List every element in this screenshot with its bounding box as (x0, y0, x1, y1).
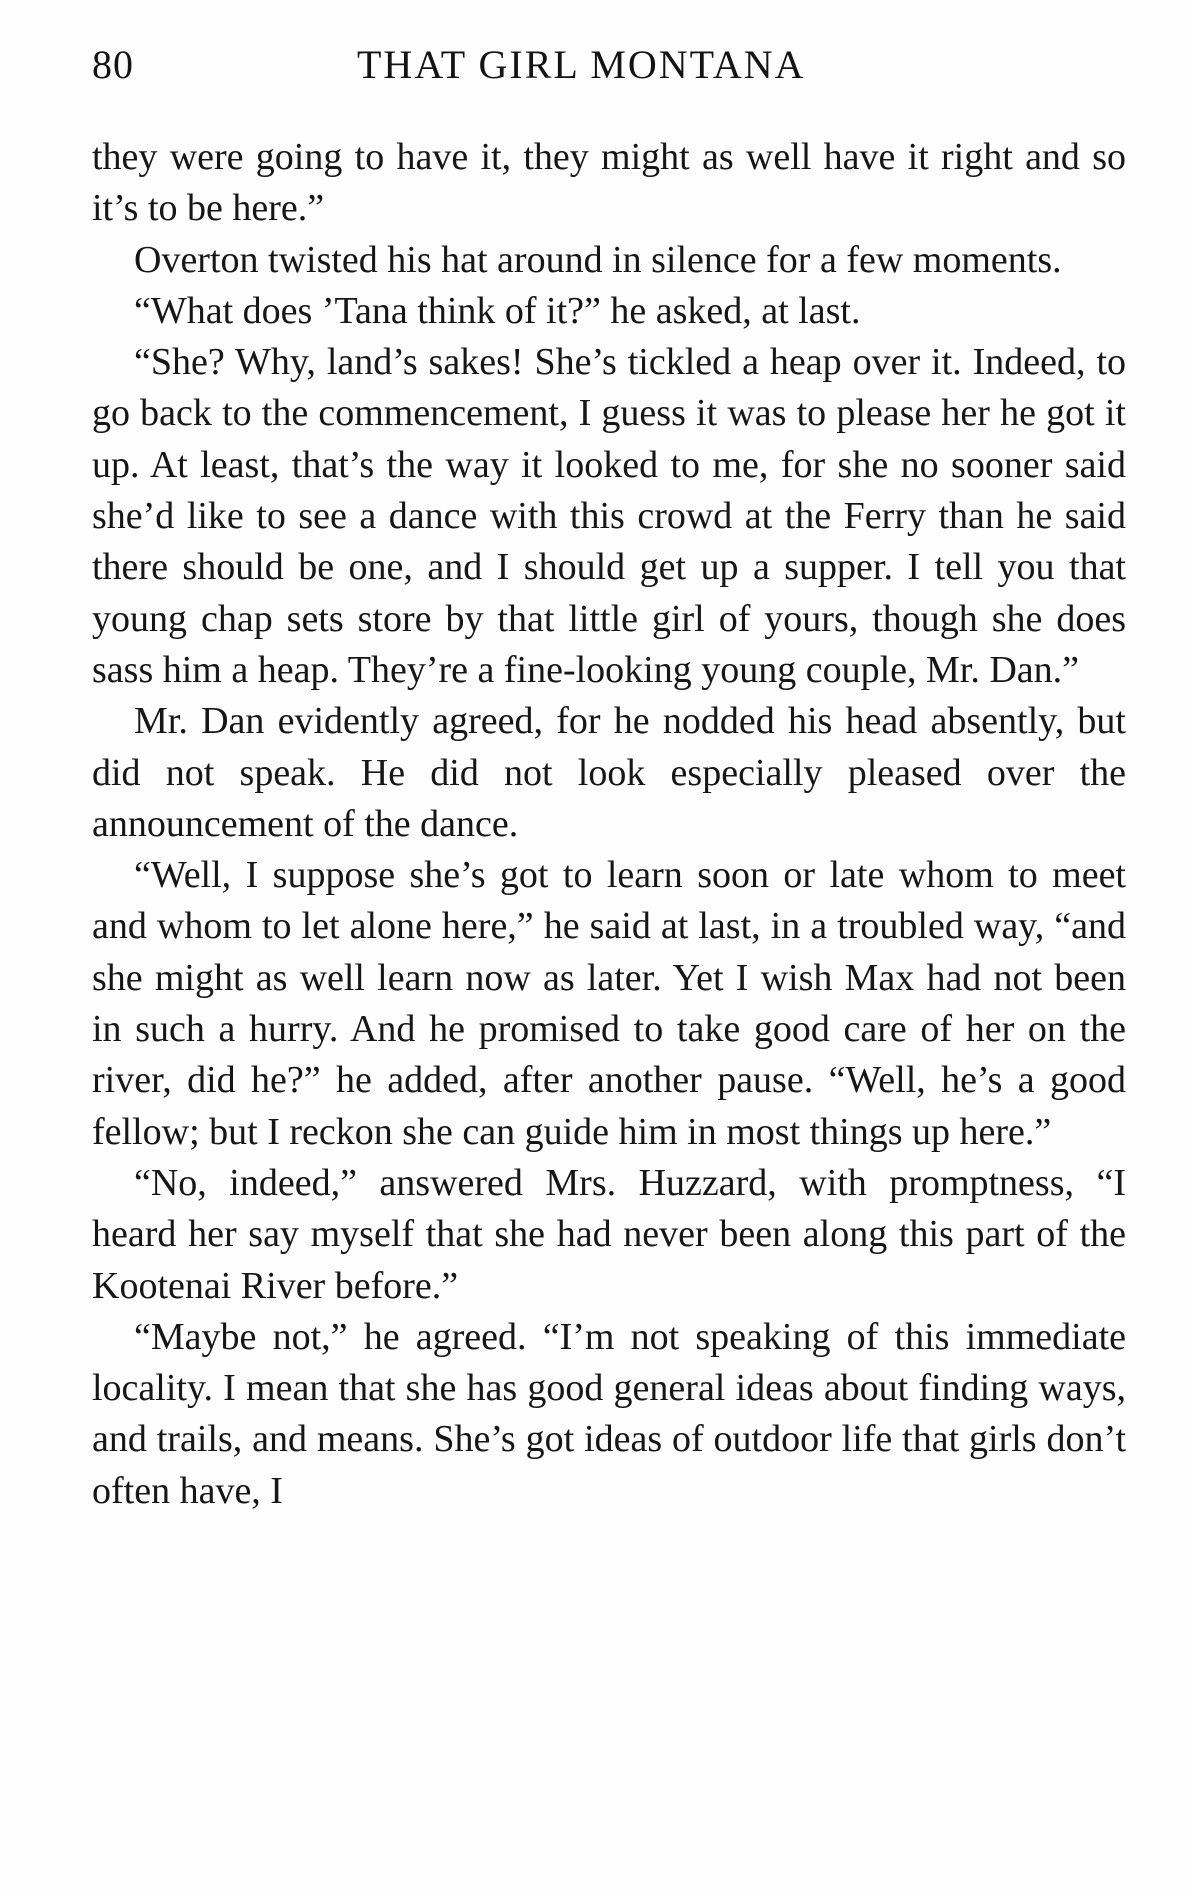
paragraph-3: “What does ’Tana think of it?” he asked, at last. (134, 289, 861, 332)
running-title: THAT GIRL MONTANA (357, 42, 806, 87)
page-number: 80 (92, 42, 134, 87)
paragraph-5: Mr. Dan evidently agreed, for he nodded his head absently, but did not speak. He did not look especially pleased over the announcement of the dance. (92, 700, 1126, 845)
paragraph-6: “Well, I suppose she’s got to learn soon or late whom to meet and whom to let alone here,” he said at last, in a troubled way, “and she might as well learn now as later. Yet I wish Max had not been in such a hurry. And he promised to take good care of her on the river, did he?” he added, after another pause. “Well, he’s a good fellow; but I reckon she can guide him in most things up here.” (92, 854, 1126, 1153)
paragraph-8: “Maybe not,” he agreed. “I’m not speaking of this immediate locality. I mean that she has good general ideas about finding ways, and trails, and means. She’s got ideas of outdoor life that girls don’t often have, I (92, 1315, 1126, 1512)
paragraph-2: Overton twisted his hat around in silence for a few moments. (134, 238, 1062, 281)
paragraph-7: “No, indeed,” answered Mrs. Huzzard, with promptness, “I heard her say myself that she had never been along this part of the Kootenai River before.” (92, 1161, 1126, 1307)
running-head (92, 30, 1126, 100)
body-text (92, 132, 1126, 1517)
paragraph-4: “She? Why, land’s sakes! She’s tickled a heap over it. Indeed, to go back to the commencement, I guess it was to please her he got it up. At least, that’s the way it looked to me, for she no sooner said she’d like to see a dance with this crowd at the Ferry than he said there should be one, and I should get up a supper. I tell you that young chap sets store by that little girl of yours, though she does sass him a heap. They’re a fine-looking young couple, Mr. Dan.” (92, 341, 1126, 691)
paragraph-1: they were going to have it, they might as well have it right and so it’s to be here.” (92, 136, 1126, 230)
